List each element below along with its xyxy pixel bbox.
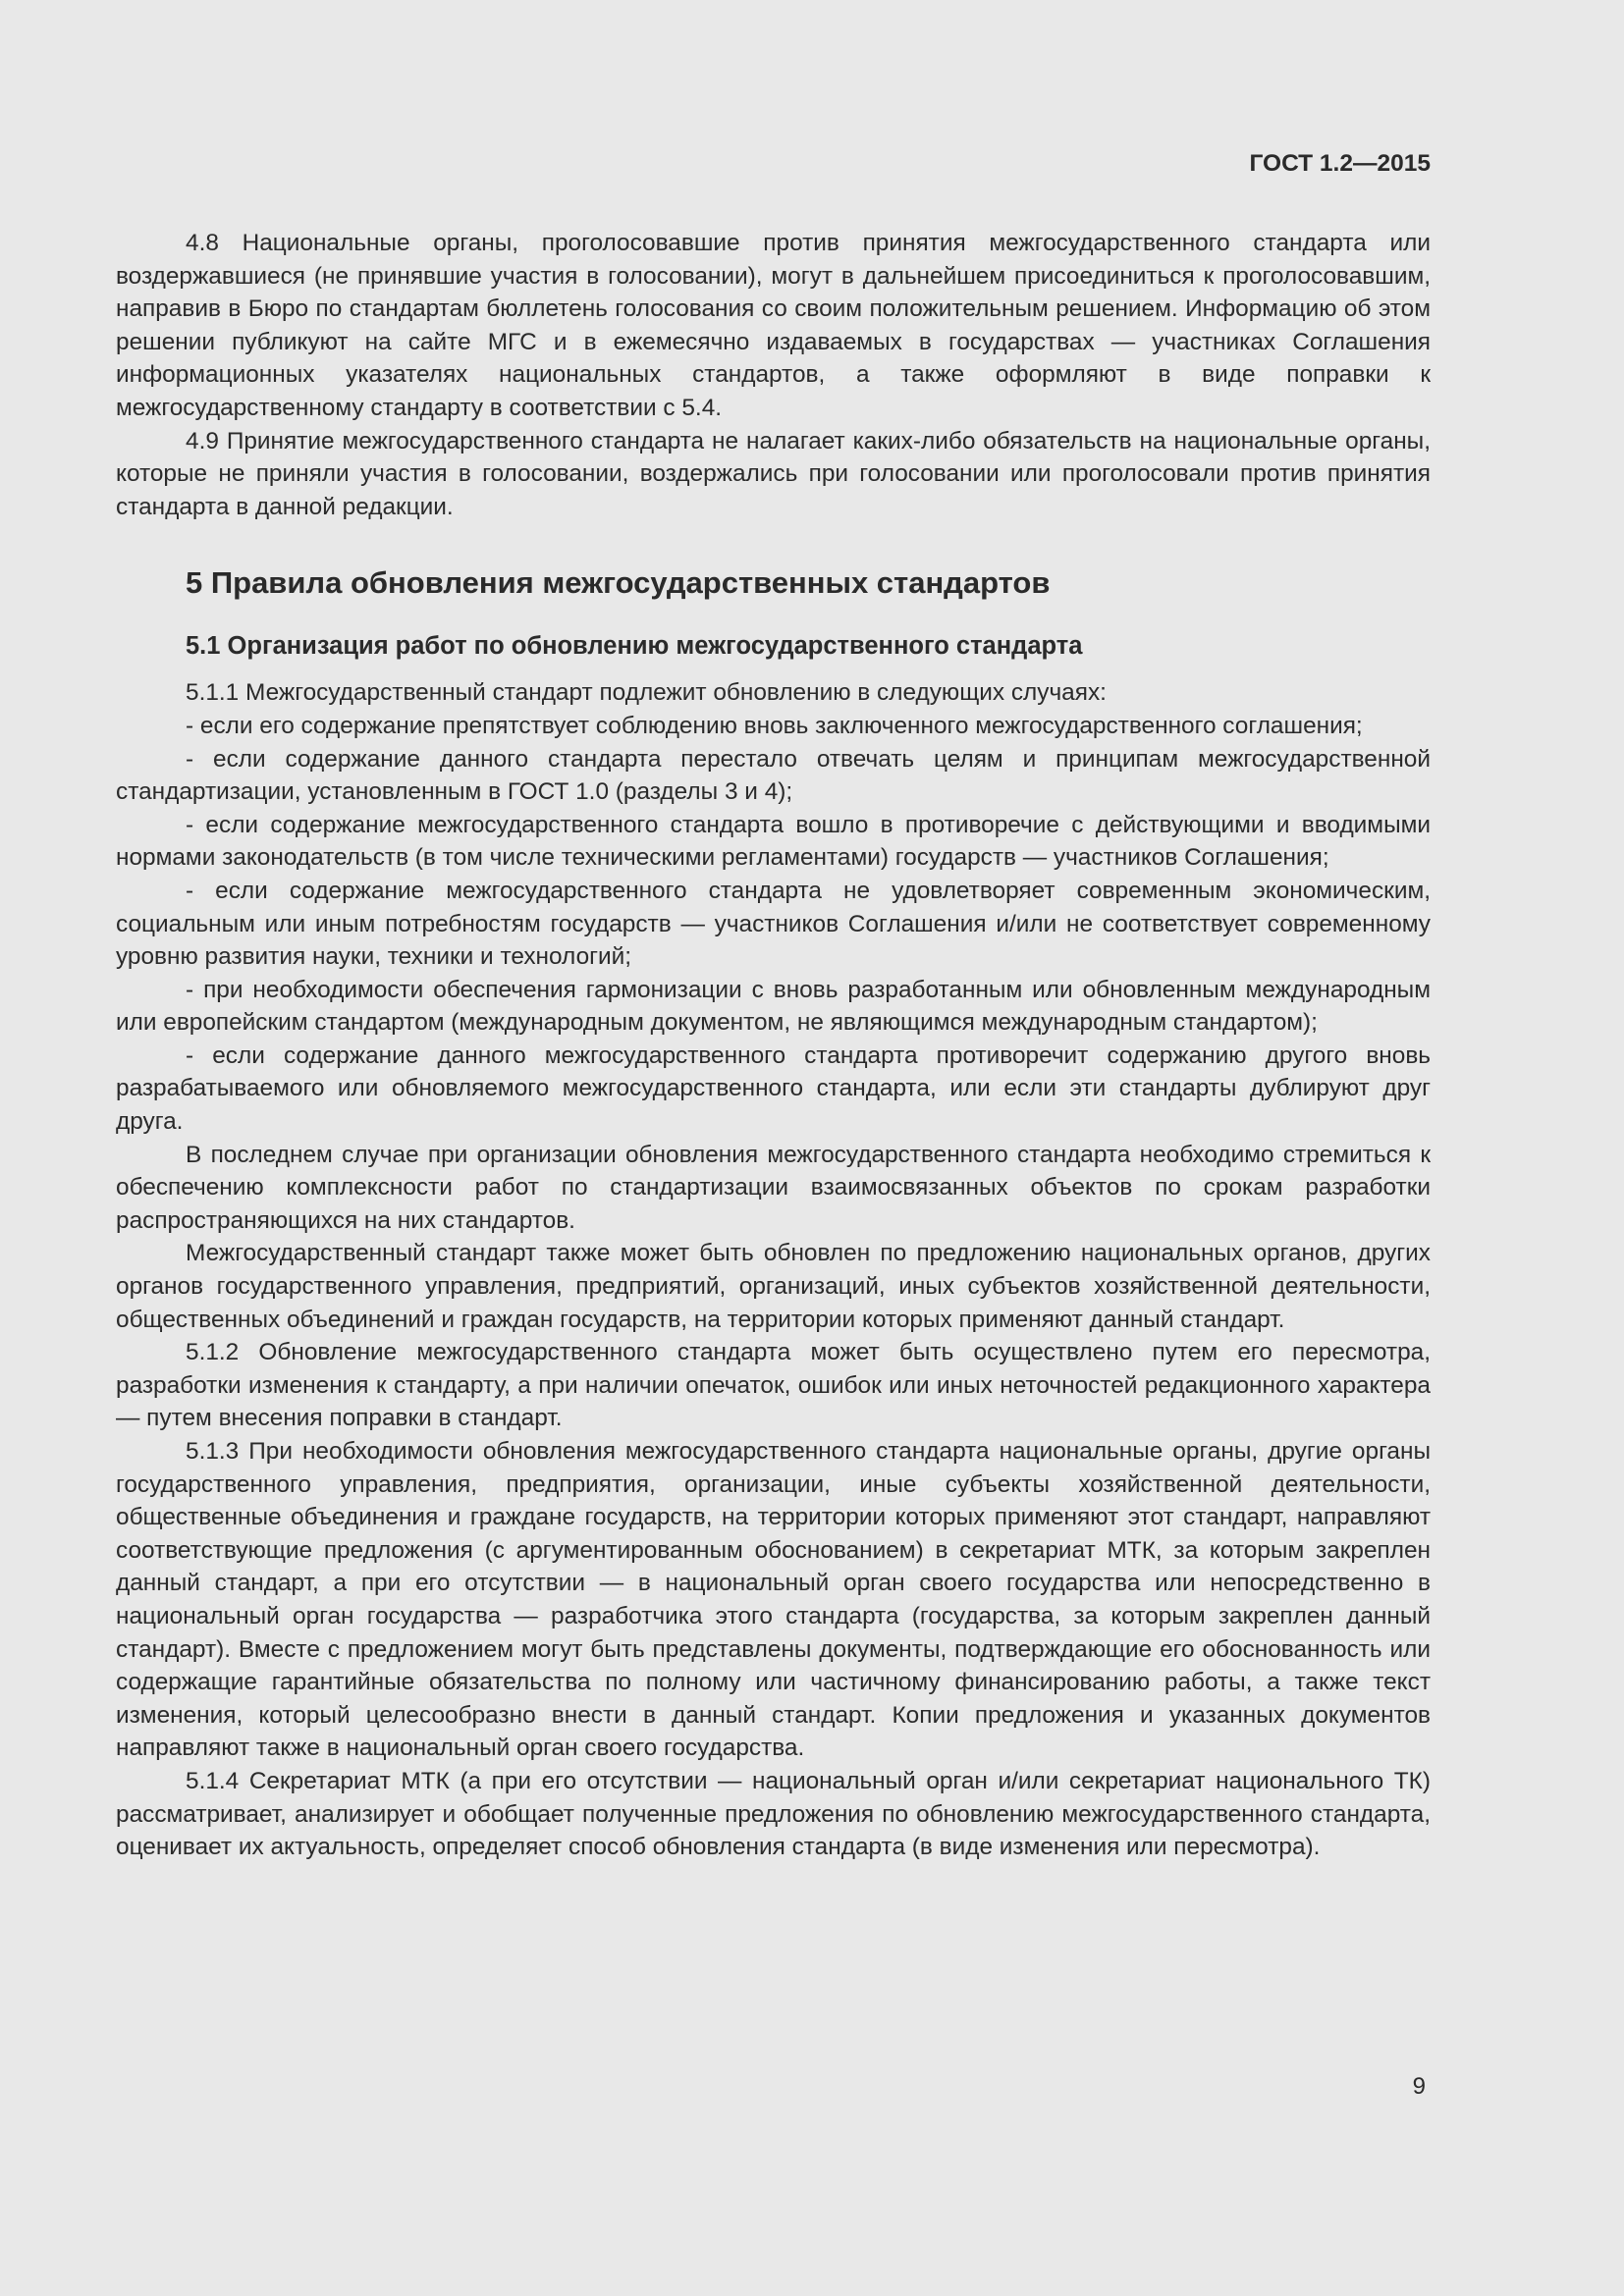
list-item: - если его содержание препятствует соблюдению вновь заключенного межгосударственного соглашения; — [186, 712, 1363, 739]
list-item: - если содержание межгосударственного стандарта вошло в противоречие с действующими и вводимыми нормами законодательств (в том числе техническими регламентами) государств — участников Соглашения; — [116, 811, 1431, 872]
list-item: - при необходимости обеспечения гармонизации с вновь разработанным или обновленным международным или европейским стандартом (международным документом, не являющимся международным стандартом); — [116, 976, 1431, 1037]
paragraph-last-case: В последнем случае при организации обновления межгосударственного стандарта необходимо стремиться к обеспечению комплексности работ по стандартизации взаимосвязанных объектов по срокам разработки распространяющихся на них стандартов. — [116, 1141, 1431, 1234]
document-code-header: ГОСТ 1.2—2015 — [1249, 150, 1431, 177]
paragraph-5-1-1: 5.1.1 Межгосударственный стандарт подлежит обновлению в следующих случаях: — [186, 679, 1107, 707]
top-paragraphs — [116, 227, 1431, 523]
subsection-title: 5.1 Организация работ по обновлению межгосударственного стандарта — [186, 632, 1083, 661]
paragraph-5-1-3: 5.1.3 При необходимости обновления межгосударственного стандарта национальные органы, другие органы государственного управления, предприятия, организации, иные субъекты хозяйственной деятельности, общественные объединения и граждане государств, на территории которых применяют этот стандарт, направляют соответствующие предложения (с аргументированным обоснованием) в секретариат МТК, за которым закреплен данный стандарт, а при его отсутствии — в национальный орган своего государства или непосредственно в национальный орган государства — разработчика этого стандарта (государства, за которым закреплен данный стандарт). Вместе с предложением могут быть представлены документы, подтверждающие его обоснованность или содержащие гарантийные обязательства по полному или частичному финансированию работы, а также текст изменения, который целесообразно внести в данный стандарт. Копии предложения и указанных документов направляют также в национальный орган своего государства. — [116, 1438, 1431, 1762]
paragraph-4-8: 4.8 Национальные органы, проголосовавшие против принятия межгосударственного стандарта или воздержавшиеся (не принявшие участия в голосовании), могут в дальнейшем присоединиться к проголосовавшим, направив в Бюро по стандартам бюллетень голосования со своим положительным решением. Информацию об этом решении публикуют на сайте МГС и в ежемесячно издаваемых в государствах — участниках Соглашения информационных указателях национальных стандартов, а также оформляют в виде поправки к межгосударственному стандарту в соответствии с 5.4. — [116, 230, 1431, 421]
paragraph-4-9: 4.9 Принятие межгосударственного стандарта не налагает каких-либо обязательств на национальные органы, которые не приняли участия в голосовании, воздержались при голосовании или проголосовали против принятия стандарта в данной редакции. — [116, 427, 1431, 520]
list-item: - если содержание данного межгосударственного стандарта противоречит содержанию другого вновь разрабатываемого или обновляемого межгосударственного стандарта, или если эти стандарты дублируют друг друга. — [116, 1041, 1431, 1136]
paragraph-update-proposal: Межгосударственный стандарт также может быть обновлен по предложению национальных органов, других органов государственного управления, предприятий, организаций, иных субъектов хозяйственной деятельности, общественных объединений и граждан государств, на территории которых применяют данный стандарт. — [116, 1240, 1431, 1333]
main-paragraphs — [116, 676, 1431, 1863]
section-title: 5 Правила обновления межгосударственных стандартов — [186, 565, 1051, 601]
list-item: - если содержание данного стандарта перестало отвечать целям и принципам межгосударственной стандартизации, установленным в ГОСТ 1.0 (разделы 3 и 4); — [116, 745, 1431, 806]
page-number: 9 — [1412, 2073, 1426, 2100]
paragraph-5-1-2: 5.1.2 Обновление межгосударственного стандарта может быть осуществлено путем его пересмотра, разработки изменения к стандарту, а при наличии опечаток, ошибок или иных неточностей редакционного характера — путем внесения поправки в стандарт. — [116, 1339, 1431, 1432]
list-item: - если содержание межгосударственного стандарта не удовлетворяет современным экономическим, социальным или иным потребностям государств — участников Соглашения и/или не соответствует современному уровню развития науки, техники и технологий; — [116, 877, 1431, 971]
paragraph-5-1-4: 5.1.4 Секретариат МТК (а при его отсутствии — национальный орган и/или секретариат национального ТК) рассматривает, анализирует и обобщает полученные предложения по обновлению межгосударственного стандарта, оценивает их актуальность, определяет способ обновления стандарта (в виде изменения или пересмотра). — [116, 1767, 1431, 1861]
